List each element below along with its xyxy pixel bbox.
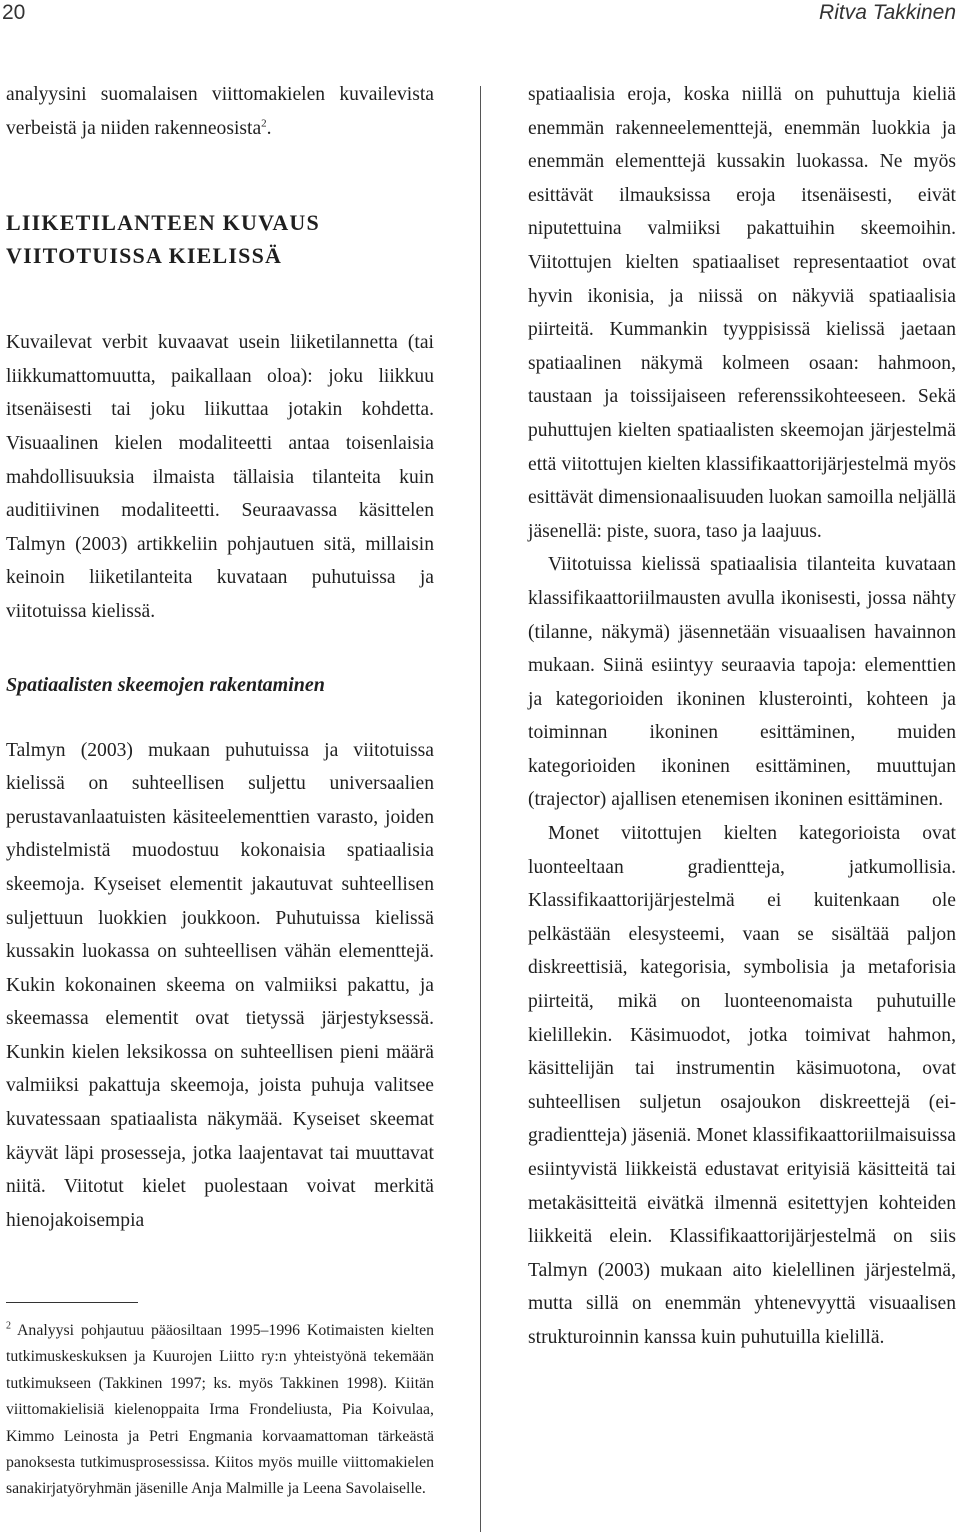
- paragraph: spatiaalisia eroja, koska niillä on puhuttuja kieliä enemmän rakenneelementtejä, enemmän luokkia ja enemmän elementtejä kussakin luokassa. Ne myös esittävät ilmauksissa eroja itsenäisesti, eivät niputettuina valmiiksi pakattuihin skeemoihin. Viitottujen kielten spatiaaliset representaatiot ovat hyvin ikonisia, ja niissä on näkyviä spatiaalisia piirteitä. Kummankin tyyppisissä kielissä jaetaan spatiaalinen näkymä kolmeen osaan: hahmoon, taustaan ja toissijaiseen referenssikohteeseen. Sekä puhuttujen kielten spatiaalisten skeemojan järjestelmä että viitottujen kielten klassifikaattorijärjestelmä myös esittävät dimensionaalisuuden luokan samoilla neljällä jäsenellä: piste, suora, taso ja laajuus.: [528, 84, 956, 542]
- footnote-mark: 2: [6, 1320, 11, 1332]
- paragraph: Talmyn (2003) mukaan puhutuissa ja viitotuissa kielissä on suhteellisen suljettu universaalien perustavanlaatuisten käsiteelementtien varasto, joiden yhdistelmistä muodostuu kokonaisia spatiaalisia skeemoja. Kyseiset elementit jakautuvat suhteellisen suljettuun luokkien joukkoon. Puhutuissa kielissä kussakin luokassa on suhteellisen vähän elementtejä. Kukin kokonainen skeema on valmiiksi pakattu, ja skeemassa elementit ovat tietyssä järjestyksessä. Kunkin kielen leksikossa on suhteellisen pieni määrä valmiiksi pakattuja skeemoja, joista puhuja valitsee kuvatessaan spatiaalista näkymää. Kyseiset skeemat käyvät läpi prosesseja, jotka laajentavat tai muuttavat niitä. Viitotut kielet puolestaan voivat merkitä hienojakoisempia: [6, 739, 434, 1231]
- footnote-rule: [6, 1302, 138, 1303]
- paragraph: Kuvailevat verbit kuvaavat usein liiketilannetta (tai liikkumattomuutta, paikallaan oloa): joku liikkuu itsenäisesti tai joku liikuttaa jotakin kohdetta. Visuaalinen kielen modaliteetti antaa toisenlaisia mahdollisuuksia ilmaista tällaisia tilanteita kuin auditiivinen modaliteetti. Seuraavassa käsittelen Talmyn (2003) artikkeliin pohjautuen sitä, millaisin keinoin liiketilanteita kuvataan puhutuissa ja viitotuissa kielissä.: [6, 332, 434, 622]
- section-heading-line-1: LIIKETILANTEEN KUVAUS: [6, 210, 320, 236]
- footnote-text: Analyysi pohjautuu pääosiltaan 1995–1996 Kotimaisten kielten tutkimuskeskuksen ja Kuurojen Liitto ry:n yhteistyönä tekemään tutkimukseen (Takkinen 1997; ks. myös Takkinen 1998). Kiitän viittomakielisiä kielenoppaita Irma Frondeliusta, Pia Koivulaa, Kimmo Leinosta ja Petri Engmania korvaamattoman tärkeästä panoksesta tutkimusprosessissa. Kiitos myös muille viittomakielen sanakirjatyöryhmän jäsenille Anja Malmille ja Leena Savolaiselle.: [6, 1322, 435, 1498]
- running-head: Ritva Takkinen: [819, 1, 956, 24]
- subsection-heading: Spatiaalisten skeemojen rakentaminen: [6, 673, 325, 696]
- page-header: [0, 0, 960, 30]
- footnote: [6, 1318, 434, 1503]
- left-column: [6, 78, 434, 1237]
- footnote-ref[interactable]: 2: [261, 117, 267, 130]
- intro-paragraph: analyysini suomalaisen viittomakielen kuvailevista verbeistä ja niiden rakenneosista$^2$.: [6, 84, 434, 139]
- section-heading-line-2: VIITOTUISSA KIELISSÄ: [6, 243, 283, 269]
- intro-text: analyysini suomalaisen viittomakielen kuvailevista verbeistä ja niiden rakenneosista: [6, 84, 434, 139]
- paragraph: Monet viitottujen kielten kategorioista ovat luonteeltaan gradientteja, jatkumollisia. Klassifikaattorijärjestelmä ei kuitenkaan ole pelkästään elesysteemi, vaan se sisältää paljon diskreettisiä, kategorisia, symbolisia ja metaforisia piirteitä, mikä on luonteenomaista puhutuille kielillekin. Käsimuodot, jotka toimivat hahmon, käsittelijän tai instrumentin käsimuotona, ovat suhteellisen suljetun osajoukon diskreettejä (eigradientteja) jäseniä. Monet klassifikaattoriilmaisuissa esiintyvistä liikkeistä edustavat erityisiä käsitteitä tai metakäsitteitä eivätkä ilmennä esitettyjen kohteiden liikkeitä elein. Klassifikaattorijärjestelmä on siis Talmyn (2003) mukaan aito kielellinen järjestelmä, mutta sillä on enemmän yhtenevyyttä visuaalisen strukturoinnin kanssa kuin puhutuilla kielillä.: [528, 823, 956, 1348]
- paragraph: Viitotuissa kielissä spatiaalisia tilanteita kuvataan klassifikaattoriilmausten avulla ikonisesti, jossa nähty (tilanne, näkymä) jäsennetään visuaalisen havainnon mukaan. Siinä esiintyy seuraavia tapoja: elementtien ja kategorioiden ikoninen klusterointi, kohteen ja toiminnan ikoninen esittäminen, muiden kategorioiden ikoninen esittäminen, muuttujan (trajector) ajallisen etenemisen ikoninen esittäminen.: [528, 554, 956, 811]
- section-heading: [6, 206, 434, 272]
- right-column: [528, 78, 956, 1355]
- page-number: 20: [2, 1, 26, 24]
- column-divider: [480, 86, 481, 1532]
